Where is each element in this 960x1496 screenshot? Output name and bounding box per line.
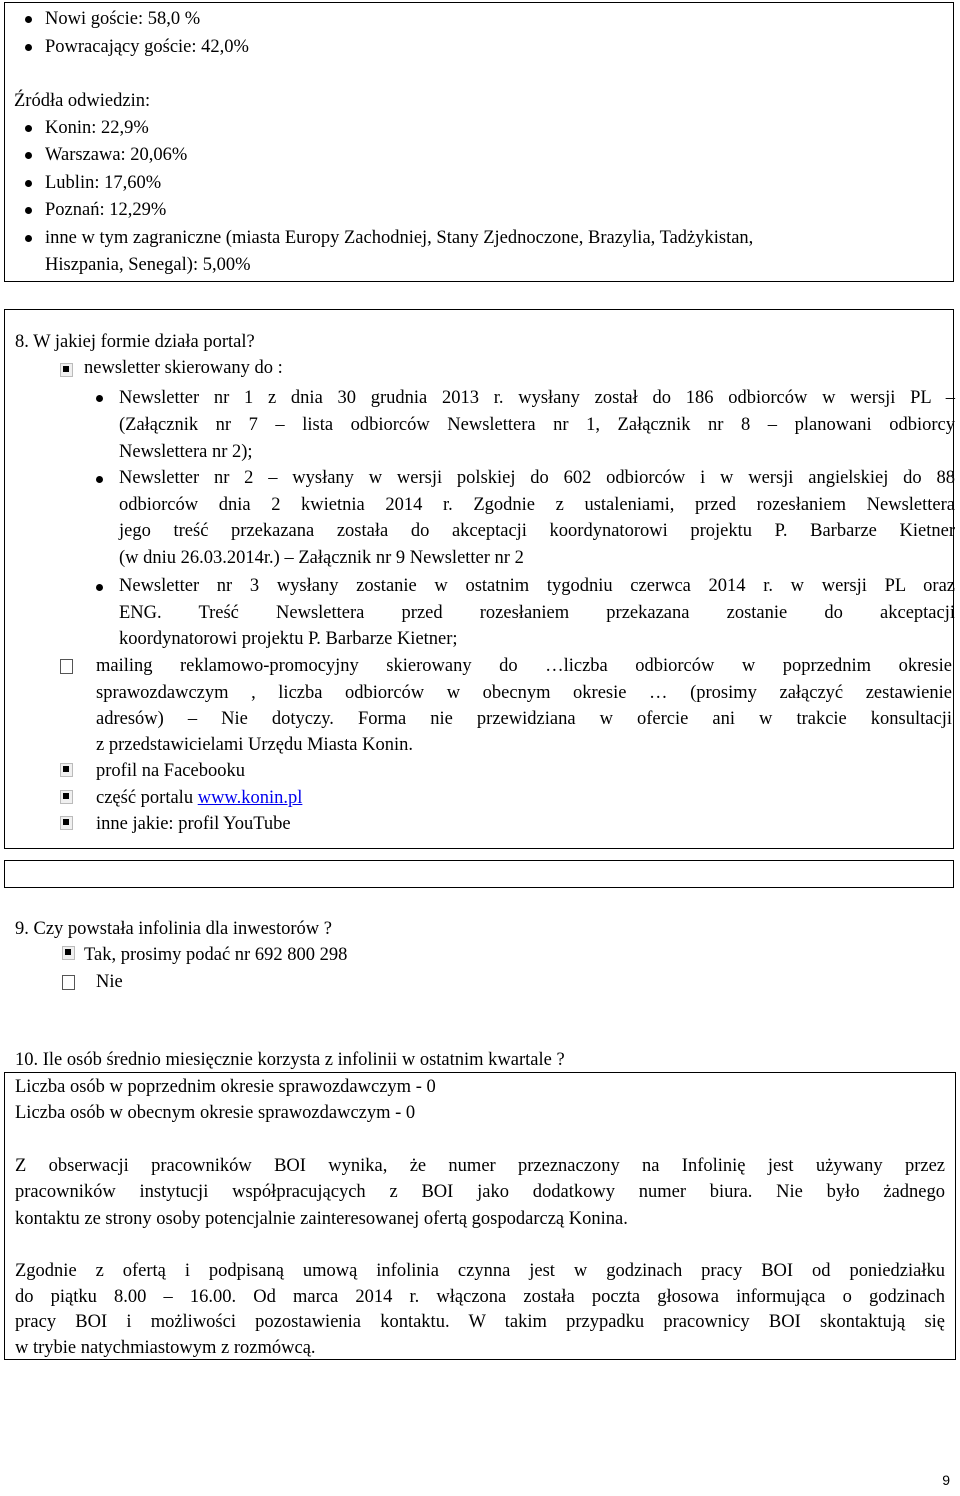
empty-box [4,860,954,888]
bullet [25,16,32,23]
mailing-line: mailing reklamowo-promocyjny skierowany do …liczba odbiorców w poprzednim okresie [96,656,952,676]
sources-heading: Źródła odwiedzin: [14,91,151,111]
bullet [25,44,32,51]
newsletter-2-line: Newsletter nr 2 – wysłany w wersji polskiej do 602 odbiorców i w wersji angielskiej do 88 [119,468,955,488]
q10-p2-line: w trybie natychmiastowym z rozmówcą. [15,1338,316,1358]
source-item: Warszawa: 20,06% [45,145,188,165]
q9-title: 9. Czy powstała infolinia dla inwestorów ? [15,919,333,939]
portal-option [96,789,302,808]
newsletter-2-line: odbiorców dnia 2 kwietnia 2014 r. Zgodnie z ustaleniami, przed rozesłaniem Newslettera [119,495,955,515]
mailing-line: sprawozdawczym , liczba odbiorców w obecnym okresie … (prosimy załączyć zestawienie [96,683,952,703]
q10-title: 10. Ile osób średnio miesięcznie korzysta z infolinii w ostatnim kwartale ? [15,1050,565,1070]
q10-p1-line: kontaktu ze strony osoby potencjalnie zainteresowanej ofertą gospodarczą Konina. [15,1209,628,1229]
page-number: 9 [942,1472,950,1488]
q9-no: Nie [96,972,123,992]
q10-p2-line: Zgodnie z ofertą i podpisaną umową infolinia czynna jest w godzinach pracy BOI od poniedziałku [15,1261,945,1281]
unchecked-box-icon [60,659,73,674]
bullet [25,152,32,159]
mailing-line: z przedstawicielami Urzędu Miasta Konin. [96,735,413,755]
q9-yes: Tak, prosimy podać nr 692 800 298 [84,945,348,965]
facebook-option: profil na Facebooku [96,761,245,781]
source-item: Konin: 22,9% [45,118,149,138]
bullet [96,395,103,402]
checked-box-icon [62,946,75,960]
q10-p2-line: do piątku 8.00 – 16.00. Od marca 2014 r. włączona została poczta głosowa informująca o godzinach [15,1287,945,1307]
newsletter-2-line: (w dniu 26.03.2014r.) – Załącznik nr 9 Newsletter nr 2 [119,548,524,568]
q10-prev: Liczba osób w poprzednim okresie sprawozdawczym - 0 [15,1077,436,1097]
q10-p1-line: Z obserwacji pracowników BOI wynika, że numer przeznaczony na Infolinię jest używany przez [15,1156,945,1176]
bullet [25,235,32,242]
newsletter-label: newsletter skierowany do : [84,358,283,378]
newsletter-3-line: koordynatorowi projektu P. Barbarze Kietner; [119,629,458,649]
checked-box-icon [60,363,73,377]
q10-curr: Liczba osób w obecnym okresie sprawozdawczym - 0 [15,1103,416,1123]
source-item-cont: Hiszpania, Senegal): 5,00% [45,255,251,275]
source-item: Poznań: 12,29% [45,200,167,220]
q8-title: 8. W jakiej formie działa portal? [15,332,255,352]
bullet [96,476,103,483]
newsletter-1-line: Newsletter nr 1 z dnia 30 grudnia 2013 r. wysłany został do 186 odbiorców w wersji PL – [119,388,955,408]
bullet [25,207,32,214]
newsletter-2-line: jego treść przekazana została do akceptacji koordynatorowi projektu P. Barbarze Kietner [119,521,955,541]
source-item: inne w tym zagraniczne (miasta Europy Zachodniej, Stany Zjednoczone, Brazylia, Tadżykistan, [45,228,754,248]
q10-p1-line: pracowników instytucji współpracujących z BOI jako dodatkowy numer biura. Nie było żadnego [15,1182,945,1202]
checked-box-icon [60,763,73,777]
bullet [25,125,32,132]
newsletter-1-line: (Załącznik nr 7 – lista odbiorców Newslettera nr 1, Załącznik nr 8 – planowani odbiorcy [119,415,955,435]
other-option: inne jakie: profil YouTube [96,814,291,834]
portal-prefix: część portalu [96,788,198,808]
checked-box-icon [60,790,73,804]
bullet [96,584,103,591]
newsletter-1-line: Newslettera nr 2); [119,442,253,462]
q10-p2-line: pracy BOI i możliwości pozostawienia kontaktu. W takim przypadku pracownicy BOI skontaktują się [15,1312,945,1332]
mailing-line: adresów) – Nie dotyczy. Forma nie przewidziana w ofercie ani w trakcie konsultacji [96,709,952,729]
new-visitors: Nowi goście: 58,0 % [45,9,201,29]
bullet [25,180,32,187]
unchecked-box-icon [62,975,75,990]
newsletter-3-line: ENG. Treść Newslettera przed rozesłaniem przekazana zostanie do akceptacji [119,603,955,623]
portal-link[interactable]: www.konin.pl [197,788,303,808]
checked-box-icon [60,816,73,830]
returning-visitors: Powracający goście: 42,0% [45,37,249,57]
newsletter-3-line: Newsletter nr 3 wysłany zostanie w ostatnim tygodniu czerwca 2014 r. w wersji PL oraz [119,576,955,596]
source-item: Lublin: 17,60% [45,173,162,193]
